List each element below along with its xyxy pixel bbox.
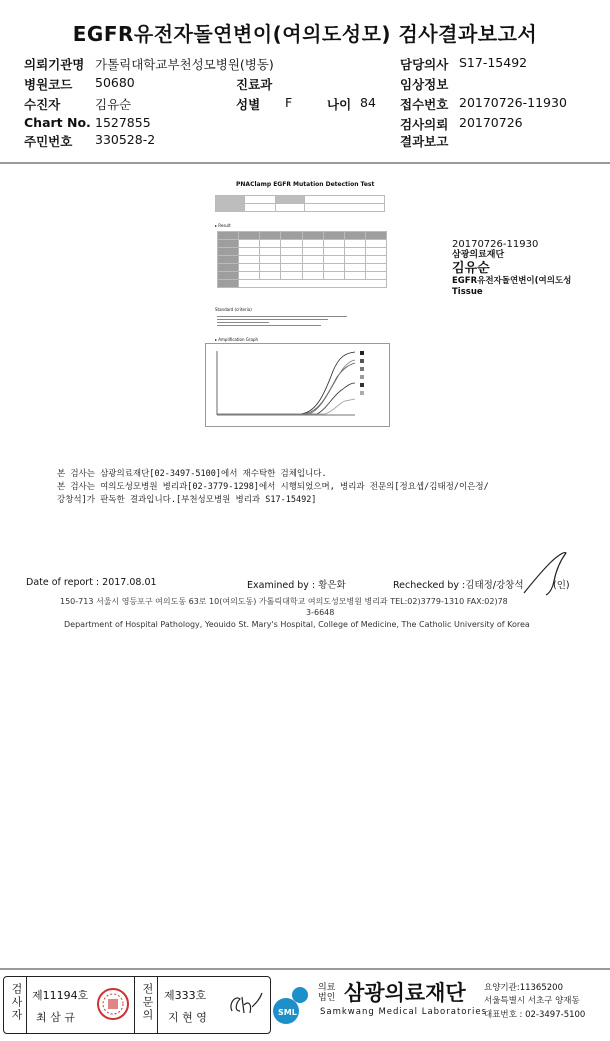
org-english: Samkwang Medical Laboratories	[320, 1007, 488, 1017]
date-of-report: Date of report : 2017.08.01	[26, 577, 157, 588]
field-label-sex: 성별	[236, 97, 261, 112]
examiner-label: 검사자	[10, 983, 23, 1022]
scan-result-label: ▸ Result	[215, 223, 231, 228]
field-value-sex: F	[285, 95, 293, 110]
field-label-hospital-code: 병원코드	[24, 77, 73, 92]
report-title: EGFR유전자돌연변이(여의도성모) 검사결과보고서	[72, 22, 538, 46]
org-legal: 의료법인	[318, 983, 336, 1003]
scan-info-table	[215, 195, 385, 212]
field-label-result-report: 결과보고	[400, 134, 449, 149]
field-label-department: 진료과	[236, 77, 273, 92]
field-value-chart-no: 1527855	[95, 115, 151, 130]
scan-criteria-text	[217, 314, 347, 330]
examiner-name: 최 삼 규	[36, 1011, 75, 1024]
rechecked-by: Rechecked by :김태정/강창석	[393, 580, 524, 591]
handwritten-signature-graphic	[520, 549, 570, 599]
examiner-license: 제11194호	[32, 989, 89, 1002]
field-label-chart-no: Chart No.	[24, 115, 91, 130]
header-divider	[0, 162, 610, 164]
scan-result-table	[217, 231, 387, 288]
specialist-name: 지 현 영	[168, 1011, 207, 1024]
stamp-specimen: Tissue	[452, 287, 483, 297]
scan-graph-label: ▸ Amplification Graph	[215, 337, 259, 342]
scan-doc-title: PNAClamp EGFR Mutation Detection Test	[236, 181, 375, 188]
field-value-hospital-code: 50680	[95, 75, 135, 90]
field-label-receipt-no: 접수번호	[400, 97, 449, 112]
signer-box	[3, 976, 271, 1034]
field-label-clinical-info: 임상정보	[400, 77, 449, 92]
seal-mark: (인)	[553, 580, 570, 591]
specialist-label: 전문의	[141, 983, 154, 1022]
department-name: Department of Hospital Pathology, Yeouido St. Mary's Hospital, College of Medicine, The Catholic University of Korea	[64, 620, 530, 629]
field-value-patient: 김유순	[95, 97, 132, 112]
note-line: 본 검사는 여의도성모병원 병리과[02-3779-1298]에서 시행되었으며, 병리과 전문의[정요셉/김태정/이은정/	[57, 482, 489, 492]
sml-logo-icon	[272, 981, 312, 1027]
scan-standard-label: Standard (criteria)	[215, 307, 252, 312]
specimen-stamp	[452, 239, 571, 298]
stamp-receipt: 20170726-11930	[452, 239, 539, 250]
field-value-test-request: 20170726	[459, 115, 523, 130]
field-label-id-number: 주민번호	[24, 134, 73, 149]
field-label-patient: 수진자	[24, 97, 61, 112]
org-code: 요양기관:11365200	[484, 983, 563, 993]
field-label-test-request: 검사의뢰	[400, 117, 449, 132]
field-value-age: 84	[360, 95, 376, 110]
report-notes	[57, 468, 489, 507]
note-line: 본 검사는 삼광의료재단[02-3497-5100]에서 재수탁한 검체입니다.	[57, 469, 327, 479]
org-phone: 대표번호 : 02-3497-5100	[484, 1010, 586, 1020]
field-value-requester: 가톨릭대학교부천성모병원(병동)	[95, 57, 274, 72]
org-name: 삼광의료재단	[344, 981, 466, 1005]
field-value-physician: S17-15492	[459, 55, 528, 70]
header-fields	[0, 0, 610, 160]
field-label-requester: 의뢰기관명	[24, 57, 85, 72]
field-value-id-number: 330528-2	[95, 132, 156, 147]
specialist-license: 제333호	[164, 989, 207, 1002]
hospital-address: 150-713 서울시 영등포구 여의도동 63로 10(여의도동) 가톨릭대학교 여의도성모병원 병리과 TEL:02)3779-1310 FAX:02)78	[60, 597, 508, 606]
note-line: 강창석]가 판독한 결과입니다.[부천성모병원 병리과 S17-15492]	[57, 495, 317, 505]
logo-text: SML	[278, 1008, 297, 1017]
field-label-physician: 담당의사	[400, 57, 449, 72]
hospital-address-cont: 3-6648	[306, 608, 335, 617]
org-address: 서울특별시 서초구 양재동	[484, 996, 580, 1006]
specialist-signature-graphic	[226, 989, 264, 1019]
stamp-patient: 김유순	[452, 261, 490, 276]
stamp-org: 삼광의료재단	[452, 250, 505, 260]
field-label-age: 나이	[327, 97, 352, 112]
stamp-test: EGFR유전자돌연변이(여의도성	[452, 276, 572, 286]
scanned-report	[0, 171, 610, 967]
footer	[0, 973, 610, 1041]
examined-by: Examined by : 황은화	[247, 580, 346, 591]
examiner-seal-icon	[96, 987, 130, 1021]
footer-divider	[0, 968, 610, 970]
amplification-graph	[205, 343, 390, 427]
field-value-receipt-no: 20170726-11930	[459, 95, 567, 110]
